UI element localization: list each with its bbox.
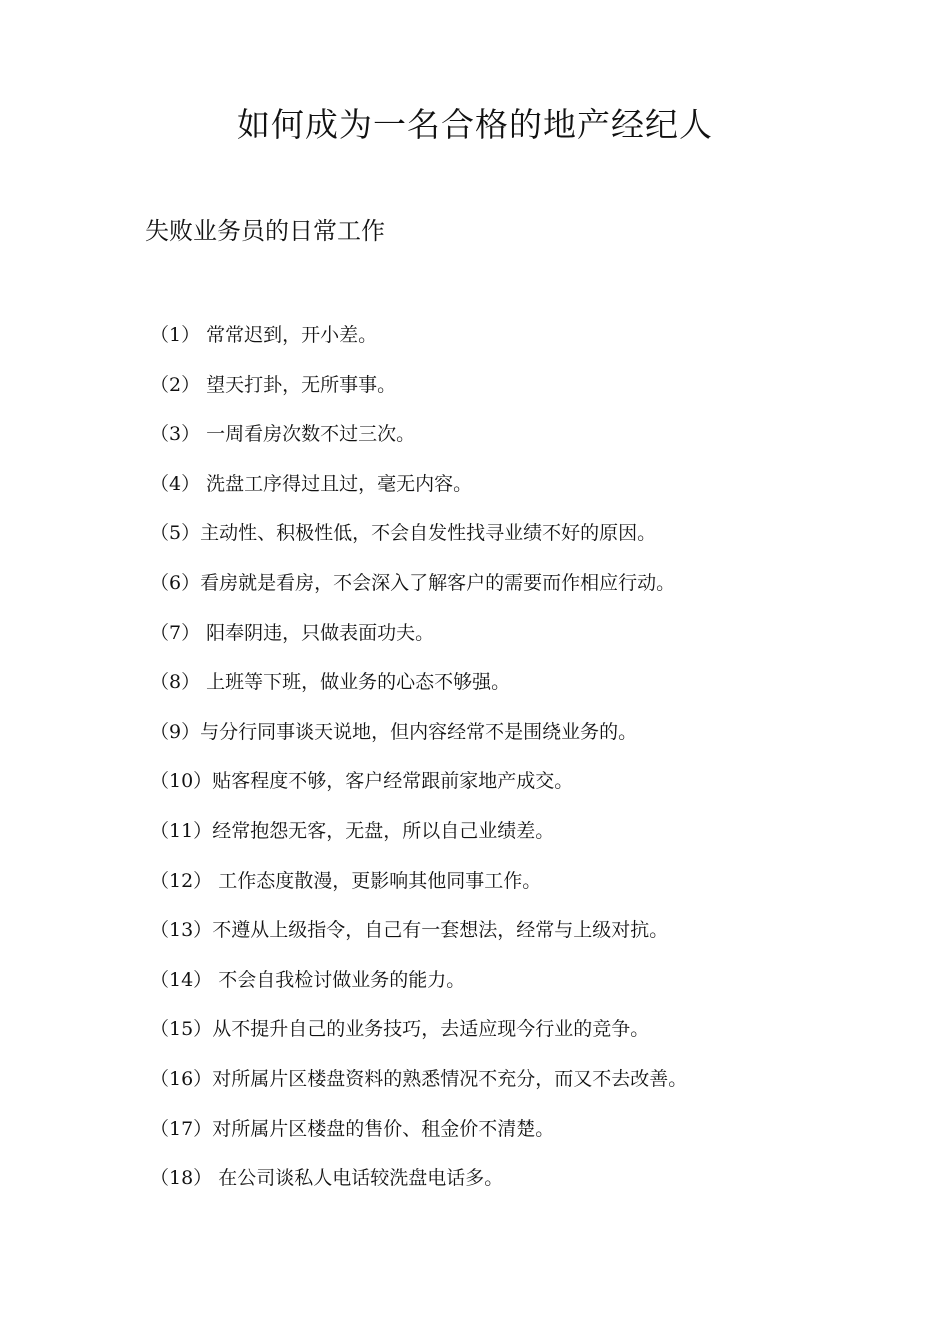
item-text: 不会自我检讨做业务的能力。 <box>212 968 466 991</box>
list-item <box>150 518 910 568</box>
list-item <box>150 568 910 618</box>
item-text: 在公司谈私人电话较洗盘电话多。 <box>212 1167 504 1190</box>
item-number: （16） <box>150 1067 213 1090</box>
item-number: （18） <box>150 1167 213 1190</box>
item-number: （3） <box>150 423 201 446</box>
item-text: 经常抱怨无客，无盘，所以自己业绩差。 <box>212 819 555 842</box>
item-text: 对所属片区楼盘的售价、租金价不清楚。 <box>212 1117 555 1140</box>
list-item <box>150 1114 910 1164</box>
item-number: （1） <box>150 324 201 346</box>
list-item <box>150 717 910 767</box>
item-text: 主动性、积极性低，不会自发性找寻业绩不好的原因。 <box>200 522 657 545</box>
list-item <box>150 618 910 668</box>
item-number: （11） <box>150 819 213 842</box>
item-number: （10） <box>150 770 213 793</box>
item-number: （13） <box>150 919 213 942</box>
list-item <box>150 370 910 420</box>
item-text: 看房就是看房，不会深入了解客户的需要而作相应行动。 <box>200 571 676 594</box>
list-item <box>150 1163 910 1213</box>
list-item <box>150 419 910 469</box>
item-text: 常常迟到，开小差。 <box>200 324 378 346</box>
item-number: （12） <box>150 869 213 892</box>
item-text: 从不提升自己的业务技巧，去适应现今行业的竞争。 <box>212 1018 650 1041</box>
item-text: 与分行同事谈天说地，但内容经常不是围绕业务的。 <box>200 720 638 743</box>
list-item <box>150 866 910 916</box>
item-number: （8） <box>150 671 201 694</box>
item-text: 不遵从上级指令，自己有一套想法，经常与上级对抗。 <box>212 919 669 942</box>
list-item <box>150 1014 910 1064</box>
item-number: （5） <box>150 522 201 545</box>
item-text: 工作态度散漫，更影响其他同事工作。 <box>212 869 542 892</box>
item-text: 望天打卦，无所事事。 <box>200 373 397 396</box>
list-item <box>150 469 910 519</box>
item-text: 上班等下班，做业务的心态不够强。 <box>200 671 511 694</box>
list-item <box>150 766 910 816</box>
item-text: 对所属片区楼盘资料的熟悉情况不充分，而又不去改善。 <box>212 1067 688 1090</box>
item-number: （15） <box>150 1018 213 1041</box>
section-heading: 失败业务员的日常工作 <box>145 217 385 245</box>
item-text: 洗盘工序得过且过，毫无内容。 <box>200 472 473 495</box>
item-number: （6） <box>150 571 201 594</box>
item-number: （14） <box>150 968 213 991</box>
item-text: 一周看房次数不过三次。 <box>200 423 416 446</box>
item-number: （17） <box>150 1117 213 1140</box>
item-number: （7） <box>150 621 201 644</box>
item-text: 阳奉阴违，只做表面功夫。 <box>200 621 435 644</box>
list-item <box>150 1064 910 1114</box>
list-item <box>150 320 910 370</box>
item-number: （9） <box>150 720 201 743</box>
list-item <box>150 816 910 866</box>
list-item <box>150 915 910 965</box>
list-item <box>150 965 910 1015</box>
list-item <box>150 667 910 717</box>
item-number: （2） <box>150 373 201 396</box>
failure-habits-list <box>150 320 910 1213</box>
item-number: （4） <box>150 472 201 495</box>
document-title: 如何成为一名合格的地产经纪人 <box>237 105 713 144</box>
item-text: 贴客程度不够，客户经常跟前家地产成交。 <box>212 770 574 793</box>
